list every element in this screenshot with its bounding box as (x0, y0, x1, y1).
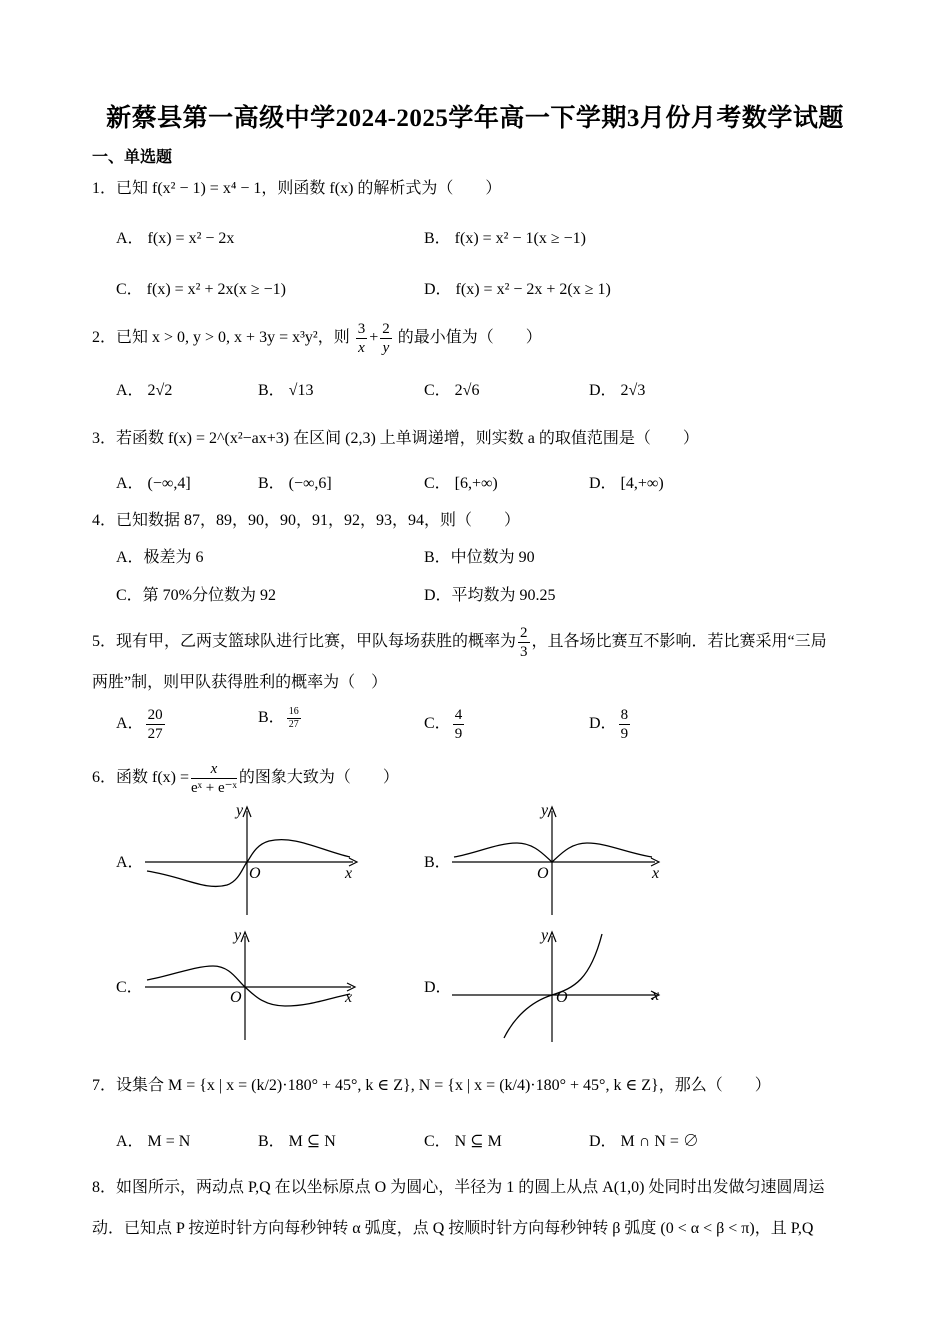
q4-option-c[interactable]: C．第 70%分位数为 92 (116, 587, 277, 604)
q3-option-b[interactable]: B． (−∞,6] (258, 475, 332, 492)
question-8-line-2: 动．已知点 P 按逆时针方向每秒钟转 α 弧度，点 Q 按顺时针方向每秒钟转 β 弧度 (0 < α < β < π)，且 P,Q (92, 1220, 814, 1237)
q2-fraction-2 (380, 320, 392, 357)
q6-option-c[interactable]: C． (116, 979, 143, 996)
q6-graph-c (145, 927, 365, 1045)
q7-option-a[interactable]: A． M = N (116, 1133, 191, 1150)
q2-f2-denominator: y (382, 340, 390, 356)
q6-graph-d (452, 927, 672, 1045)
q5-denominator: 3 (520, 644, 528, 660)
q6-b-origin: O (537, 865, 549, 882)
q6-b-y-label: y (541, 802, 549, 819)
question-2 (92, 320, 542, 357)
q2-plus: + (369, 329, 379, 347)
q5-option-d[interactable] (589, 706, 632, 743)
q6-graph-a (145, 802, 365, 920)
q6-b-x-label: x (652, 865, 660, 882)
question-3: 3．若函数 f(x) = 2^(x²−ax+3) 在区间 (2,3) 上单调递增，则实数 a 的取值范围是（ ） (92, 430, 699, 447)
q7-option-b[interactable]: B． M ⊆ N (258, 1133, 336, 1150)
q1-option-a[interactable]: A． f(x) = x² − 2x (116, 230, 235, 247)
q2-prefix: 2．已知 x > 0, y > 0, x + 3y = x³y²，则 (92, 329, 350, 347)
q3-option-a[interactable]: A． (−∞,4] (116, 475, 191, 492)
q5-a-num: 20 (147, 707, 163, 723)
q6-d-x-label: x (652, 987, 660, 1004)
q5-suffix: ，且各场比赛互不影响．若比赛采用“三局 (531, 633, 827, 651)
section-heading: 一、单选题 (92, 149, 173, 166)
q2-f1-denominator: x (358, 340, 365, 356)
q2-fraction-1 (356, 320, 368, 357)
q5-b-num: 16 (288, 706, 299, 717)
q6-option-a[interactable]: A． (116, 854, 144, 871)
q5-option-a[interactable] (116, 706, 167, 743)
q7-option-c[interactable]: C． N ⊆ M (424, 1133, 502, 1150)
q5-a-fraction (146, 706, 165, 743)
q6-a-origin: O (249, 865, 261, 882)
q5-option-b[interactable] (258, 706, 303, 731)
q5-numerator: 2 (520, 625, 528, 641)
q2-option-d[interactable]: D． 2√3 (589, 382, 646, 399)
question-5-line-2: 两胜”制，则甲队获得胜利的概率为（ ） (92, 674, 388, 691)
q4-option-d[interactable]: D．平均数为 90.25 (424, 587, 556, 604)
q6-d-origin: O (556, 989, 568, 1006)
q5-d-label: D． (589, 715, 617, 733)
q6-option-b[interactable]: B． (424, 854, 451, 871)
q1-option-b[interactable]: B． f(x) = x² − 1(x ≥ −1) (424, 230, 586, 247)
q5-d-fraction (619, 706, 631, 743)
q6-c-y-label: y (234, 927, 242, 944)
question-7: 7．设集合 M = {x | x = (k/2)·180° + 45°, k ∈ Z}, N = {x | x = (k/4)·180° + 45°, k ∈ Z}，那么（ ） (92, 1077, 771, 1094)
q5-c-label: C． (424, 715, 451, 733)
q2-suffix: 的最小值为（ ） (397, 329, 542, 347)
q5-d-den: 9 (620, 726, 629, 742)
q6-prefix: 6．函数 f(x) = (92, 769, 190, 787)
q1-option-d[interactable]: D． f(x) = x² − 2x + 2(x ≥ 1) (424, 281, 611, 298)
q5-d-num: 8 (620, 707, 629, 723)
q2-f1-numerator: 3 (357, 321, 366, 337)
q5-b-label: B． (258, 709, 285, 727)
question-1: 1．已知 f(x² − 1) = x⁴ − 1，则函数 f(x) 的解析式为（ ） (92, 180, 502, 197)
q6-suffix: 的图象大致为（ ） (238, 769, 399, 787)
q6-c-origin: O (230, 989, 242, 1006)
q7-option-d[interactable]: D． M ∩ N = ∅ (589, 1133, 699, 1150)
q4-option-a[interactable]: A．极差为 6 (116, 549, 204, 566)
q6-fraction (191, 760, 237, 797)
q3-option-d[interactable]: D． [4,+∞) (589, 475, 664, 492)
question-6 (92, 760, 399, 797)
q2-option-c[interactable]: C． 2√6 (424, 382, 480, 399)
q2-option-b[interactable]: B． √13 (258, 382, 314, 399)
q3-option-c[interactable]: C． [6,+∞) (424, 475, 498, 492)
question-4: 4．已知数据 87，89，90，90，91，92，93，94，则（ ） (92, 512, 521, 529)
q6-graph-b (452, 802, 672, 920)
q6-option-d[interactable]: D． (424, 979, 452, 996)
page-title: 新蔡县第一高级中学2024-2025学年高一下学期3月份月考数学试题 (106, 105, 844, 132)
q6-numerator: x (191, 760, 237, 779)
q5-c-fraction (453, 706, 465, 743)
q5-fraction (518, 624, 530, 661)
q2-option-a[interactable]: A． 2√2 (116, 382, 173, 399)
q5-b-fraction (287, 706, 301, 731)
q5-c-num: 4 (454, 707, 463, 723)
q6-denominator: eˣ + e⁻ˣ (191, 780, 237, 796)
q5-c-den: 9 (454, 726, 463, 742)
q5-b-den: 27 (288, 719, 299, 730)
q4-option-b[interactable]: B．中位数为 90 (424, 549, 535, 566)
q5-option-c[interactable] (424, 706, 466, 743)
q6-d-y-label: y (541, 927, 549, 944)
q6-a-x-label: x (345, 865, 353, 882)
q5-prefix: 5．现有甲，乙两支篮球队进行比赛，甲队每场获胜的概率为 (92, 633, 517, 651)
question-8-line-1: 8．如图所示，两动点 P,Q 在以坐标原点 O 为圆心，半径为 1 的圆上从点 A(1,0) 处同时出发做匀速圆周运 (92, 1179, 825, 1196)
q6-a-y-label: y (236, 802, 244, 819)
question-5 (92, 624, 827, 661)
q1-option-c[interactable]: C． f(x) = x² + 2x(x ≥ −1) (116, 281, 286, 298)
q2-f2-numerator: 2 (382, 321, 390, 337)
q5-a-den: 27 (147, 726, 163, 742)
q6-c-x-label: x (345, 989, 353, 1006)
q5-a-label: A． (116, 715, 144, 733)
